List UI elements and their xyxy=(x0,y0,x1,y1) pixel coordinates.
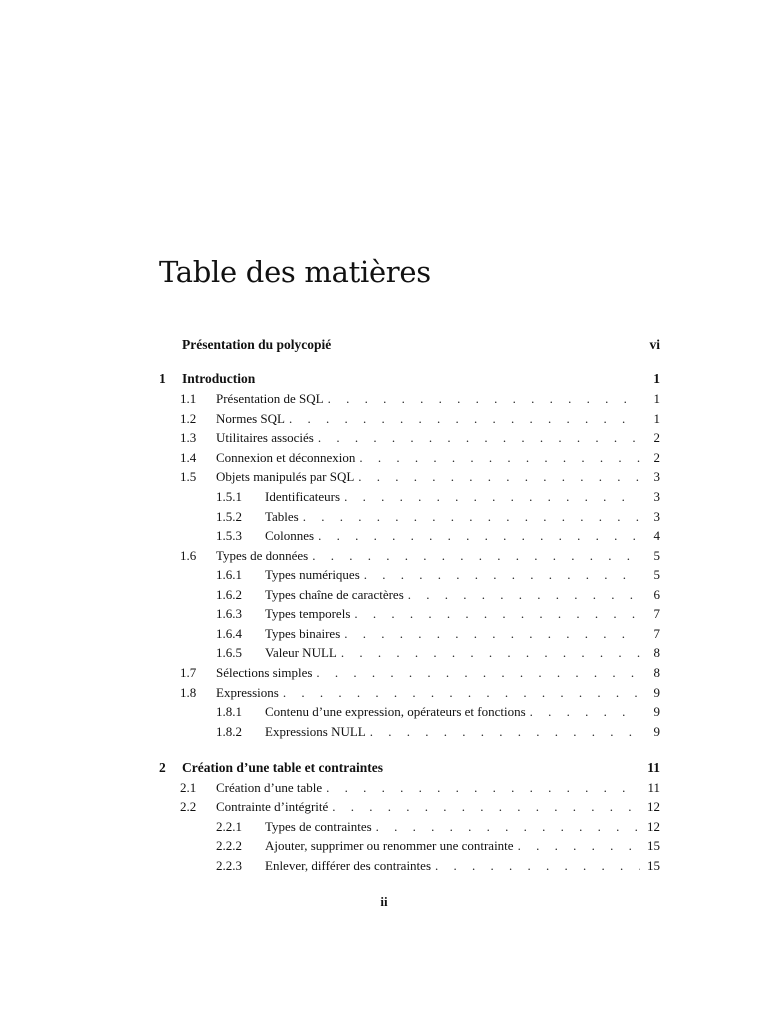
toc-leader-dots xyxy=(359,450,640,466)
page-number: ii xyxy=(380,894,388,909)
toc-entry-label: Types de données xyxy=(216,548,309,563)
toc-entry[interactable] xyxy=(159,858,660,877)
toc-entry-label: Utilitaires associés xyxy=(216,430,314,445)
toc-leader-dots xyxy=(328,391,640,407)
toc-leader-dots xyxy=(376,819,640,835)
toc-entry[interactable] xyxy=(159,760,660,779)
toc-entry-number: 2 xyxy=(159,760,166,775)
toc-entry-label: Expressions NULL xyxy=(265,724,366,739)
toc-entry-number: 1.7 xyxy=(180,665,197,680)
toc-entry[interactable] xyxy=(159,724,660,743)
toc-entry[interactable] xyxy=(159,819,660,838)
toc-leader-dots xyxy=(435,858,640,874)
toc-entry-page: 6 xyxy=(653,587,660,602)
toc-entry[interactable] xyxy=(159,509,660,528)
toc-leader-dots xyxy=(332,799,640,815)
toc-entry-page: 15 xyxy=(647,838,660,853)
toc-entry-label: Contrainte d’intégrité xyxy=(216,799,329,814)
toc-leader-dots xyxy=(408,587,640,603)
toc-entry-label: Présentation du polycopié xyxy=(182,337,332,352)
toc-entry[interactable] xyxy=(159,469,660,488)
toc-entry-page: 1 xyxy=(653,391,660,406)
toc-entry-number: 1.6.5 xyxy=(216,645,242,660)
toc-entry-number: 1.6.2 xyxy=(216,587,242,602)
toc-entry[interactable] xyxy=(159,780,660,799)
toc-entry[interactable] xyxy=(159,450,660,469)
toc-entry[interactable] xyxy=(159,587,660,606)
toc-leader-dots xyxy=(364,567,640,583)
toc-entry[interactable] xyxy=(159,411,660,430)
toc-entry-number: 1.4 xyxy=(180,450,197,465)
toc-entry-page: 3 xyxy=(653,509,660,524)
toc-entry-number: 1.6.1 xyxy=(216,567,242,582)
toc-entry-label: Connexion et déconnexion xyxy=(216,450,356,465)
toc-entry-number: 1.6.4 xyxy=(216,626,242,641)
toc-leader-dots xyxy=(318,430,640,446)
toc-entry[interactable] xyxy=(159,337,660,356)
toc-entry-label: Enlever, différer des contraintes xyxy=(265,858,431,873)
toc-entry-page: 1 xyxy=(653,411,660,426)
toc-entry-page: 4 xyxy=(653,528,660,543)
toc-entry-number: 1.5.1 xyxy=(216,489,242,504)
toc-entry-page: 11 xyxy=(647,760,660,775)
toc-entry-label: Colonnes xyxy=(265,528,315,543)
toc-entry[interactable] xyxy=(159,489,660,508)
toc-leader-dots xyxy=(326,780,640,796)
toc-entry-page: 8 xyxy=(653,665,660,680)
toc-entry-label: Création d’une table xyxy=(216,780,323,795)
toc-leader-dots xyxy=(344,489,640,505)
toc-entry-page: 2 xyxy=(653,450,660,465)
toc-leader-dots xyxy=(312,548,640,564)
toc-entry-label: Objets manipulés par SQL xyxy=(216,469,355,484)
toc-entry-number: 1.8.1 xyxy=(216,704,242,719)
toc-entry-label: Types temporels xyxy=(265,606,351,621)
toc-leader-dots xyxy=(354,606,640,622)
toc-entry[interactable] xyxy=(159,548,660,567)
toc-entry-label: Introduction xyxy=(182,371,256,386)
toc-entry-label: Contenu d’une expression, opérateurs et fonctions xyxy=(265,704,526,719)
toc-entry-number: 1.5.3 xyxy=(216,528,242,543)
toc-entry-label: Expressions xyxy=(216,685,279,700)
toc-entry-number: 2.2.1 xyxy=(216,819,242,834)
toc-entry-number: 1.8 xyxy=(180,685,197,700)
toc-leader-dots xyxy=(344,626,640,642)
toc-entry-number: 1 xyxy=(159,371,166,386)
toc-entry-label: Types numériques xyxy=(265,567,360,582)
toc-leader-dots xyxy=(370,724,640,740)
toc-entry[interactable] xyxy=(159,391,660,410)
toc-entry-page: 5 xyxy=(653,567,660,582)
toc-entry-number: 1.5.2 xyxy=(216,509,242,524)
toc-entry-number: 1.6 xyxy=(180,548,197,563)
toc-entry-page: 7 xyxy=(653,626,660,641)
toc-entry-number: 1.1 xyxy=(180,391,197,406)
toc-entry-label: Ajouter, supprimer ou renommer une contrainte xyxy=(265,838,514,853)
toc-entry-page: vi xyxy=(649,337,660,352)
toc-leader-dots xyxy=(318,528,640,544)
toc-entry-page: 8 xyxy=(653,645,660,660)
toc-entry-label: Normes SQL xyxy=(216,411,285,426)
toc-entry-page: 2 xyxy=(653,430,660,445)
toc-entry[interactable] xyxy=(159,430,660,449)
toc-entry-number: 2.1 xyxy=(180,780,197,795)
toc-entry-page: 3 xyxy=(653,489,660,504)
toc-entry[interactable] xyxy=(159,685,660,704)
toc-entry[interactable] xyxy=(159,838,660,857)
toc-entry[interactable] xyxy=(159,606,660,625)
toc-entry-number: 1.5 xyxy=(180,469,197,484)
toc-entry-label: Types binaires xyxy=(265,626,341,641)
toc-leader-dots xyxy=(341,645,640,661)
toc-entry-number: 1.3 xyxy=(180,430,197,445)
toc-entry-page: 9 xyxy=(653,704,660,719)
toc-entry-label: Identificateurs xyxy=(265,489,341,504)
toc-entry-number: 2.2.3 xyxy=(216,858,242,873)
toc-entry[interactable] xyxy=(159,645,660,664)
toc-entry-label: Valeur NULL xyxy=(265,645,337,660)
toc-entry[interactable] xyxy=(159,799,660,818)
toc-entry-number: 1.8.2 xyxy=(216,724,242,739)
toc-entry-page: 7 xyxy=(653,606,660,621)
toc-leader-dots xyxy=(316,665,640,681)
toc-leader-dots xyxy=(283,685,640,701)
toc-entry-number: 1.2 xyxy=(180,411,197,426)
toc-entry-label: Présentation de SQL xyxy=(216,391,324,406)
toc-entry-number: 2.2 xyxy=(180,799,197,814)
toc-leader-dots xyxy=(358,469,640,485)
toc-entry-page: 15 xyxy=(647,858,660,873)
toc-entry-number: 2.2.2 xyxy=(216,838,242,853)
toc-entry-page: 9 xyxy=(653,724,660,739)
toc-entry-page: 1 xyxy=(653,371,660,386)
toc-entry[interactable] xyxy=(159,371,660,390)
toc-entry-label: Création d’une table et contraintes xyxy=(182,760,383,775)
toc-entry-page: 9 xyxy=(653,685,660,700)
toc-entry-label: Types de contraintes xyxy=(265,819,372,834)
toc-entry-label: Types chaîne de caractères xyxy=(265,587,404,602)
toc-entry-page: 12 xyxy=(647,799,660,814)
toc-entry[interactable] xyxy=(159,528,660,547)
toc-entry-label: Sélections simples xyxy=(216,665,313,680)
toc-leader-dots xyxy=(518,838,640,854)
toc-entry[interactable] xyxy=(159,665,660,684)
toc-entry-page: 3 xyxy=(653,469,660,484)
toc-entry[interactable] xyxy=(159,704,660,723)
toc-entry-label: Tables xyxy=(265,509,299,524)
toc-leader-dots xyxy=(303,509,640,525)
toc-leader-dots xyxy=(289,411,640,427)
toc-entry-number: 1.6.3 xyxy=(216,606,242,621)
toc-entry[interactable] xyxy=(159,626,660,645)
toc-leader-dots xyxy=(530,704,640,720)
toc-entry-page: 12 xyxy=(647,819,660,834)
page-title: Table des matières xyxy=(159,255,431,290)
toc-entry[interactable] xyxy=(159,567,660,586)
toc-entry-page: 11 xyxy=(647,780,660,795)
toc-entry-page: 5 xyxy=(653,548,660,563)
